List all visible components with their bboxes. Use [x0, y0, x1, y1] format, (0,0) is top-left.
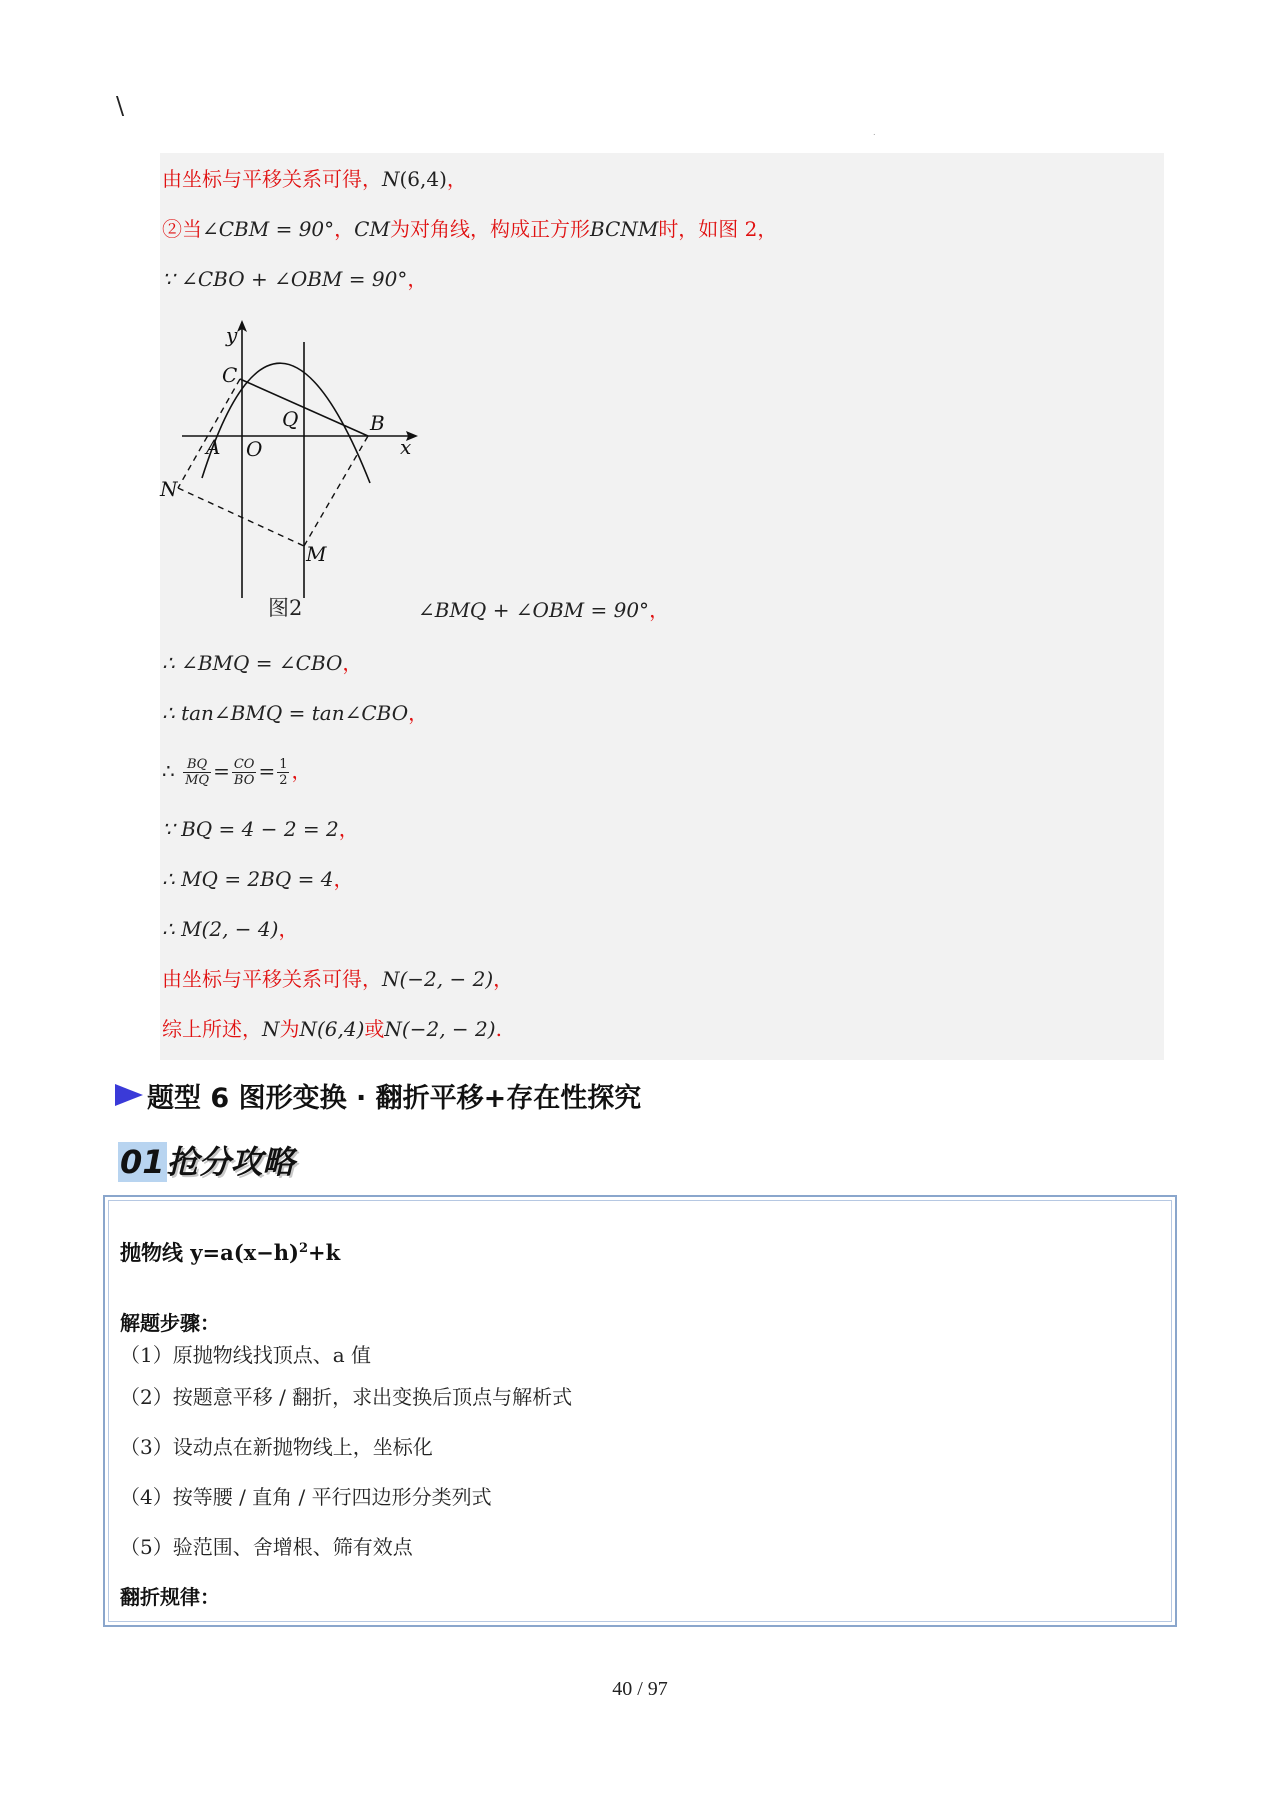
segment-NM — [178, 488, 304, 546]
section-title: 题型 6 图形变换 · 翻折平移+存在性探究 — [147, 1082, 642, 1114]
parabola-figure — [160, 318, 410, 618]
label-O: O — [246, 437, 263, 461]
triangle-marker-icon — [115, 1084, 143, 1106]
label-B: B — [370, 411, 385, 435]
section-heading — [115, 1077, 641, 1113]
label-N: N — [160, 477, 178, 501]
tips-box — [103, 1195, 1177, 1627]
solution-panel — [160, 153, 1164, 1060]
fraction-bq-mq: $\frac{BQ}{MQ}$ — [185, 757, 210, 788]
figure-caption: 图2 — [268, 596, 303, 620]
fraction-one-half: $\frac{1}{2}$ — [279, 757, 288, 788]
solution-line-4: ∠BMQ + ∠OBM = 90°， — [418, 598, 670, 622]
dot-mark: . — [873, 128, 876, 137]
solution-line-3: ∵ ∠CBO + ∠OBM = 90°， — [162, 267, 428, 291]
label-y: y — [226, 323, 238, 347]
solution-line-1: 由坐标与平移关系可得，N(6,4)， — [162, 167, 467, 191]
solution-line-5: ∴ ∠BMQ = ∠CBO， — [162, 651, 363, 675]
step-item-3: （3）设动点在新抛物线上，坐标化 — [120, 1435, 433, 1459]
steps-title: 解题步骤： — [120, 1311, 220, 1335]
segment-CN — [178, 379, 240, 488]
label-x: x — [400, 435, 412, 459]
step-item-1: （1）原抛物线找顶点、a 值 — [120, 1343, 372, 1367]
parabola-diagram — [160, 318, 410, 618]
label-Q: Q — [282, 407, 299, 431]
rule-title: 翻折规律： — [120, 1585, 220, 1609]
fraction-co-bo: $\frac{CO}{BO}$ — [233, 757, 255, 788]
segment-MB — [304, 436, 368, 546]
label-A: A — [206, 435, 221, 459]
solution-line-11: 由坐标与平移关系可得，N(−2, − 2)， — [162, 967, 514, 991]
badge-label: 抢分攻略 — [166, 1143, 295, 1181]
solution-line-7: ∴ $\frac{BQ}{MQ}$ = $\frac{CO}{BO}$ = $\frac{1}{2}$ ， — [162, 757, 312, 788]
step-item-2: （2）按题意平移 / 翻折，求出变换后顶点与解析式 — [120, 1385, 573, 1409]
badge-number: 01 — [120, 1143, 165, 1181]
solution-line-6: ∴ tan∠BMQ = tan∠CBO， — [162, 701, 429, 725]
solution-line-10: ∴ M(2, − 4)， — [162, 917, 299, 941]
page-number: 40 / 97 — [612, 1678, 668, 1700]
corner-mark: \ — [116, 92, 125, 120]
label-M: M — [306, 542, 327, 566]
solution-line-2: ②当∠CBM = 90°，CM为对角线，构成正方形BCNM时，如图 2， — [162, 217, 778, 241]
label-C: C — [222, 363, 238, 387]
solution-line-8: ∵ BQ = 4 − 2 = 2， — [162, 817, 359, 841]
tips-badge — [118, 1138, 295, 1182]
step-item-4: （4）按等腰 / 直角 / 平行四边形分类列式 — [120, 1485, 492, 1509]
step-item-5: （5）验范围、舍增根、筛有效点 — [120, 1535, 413, 1559]
tips-heading: 抛物线 $y=a(x-h)^2+k$ — [120, 1240, 341, 1265]
solution-line-9: ∴ MQ = 2BQ = 4， — [162, 867, 354, 891]
solution-line-12: 综上所述，N为N(6,4)或N(−2, − 2). — [162, 1017, 502, 1041]
